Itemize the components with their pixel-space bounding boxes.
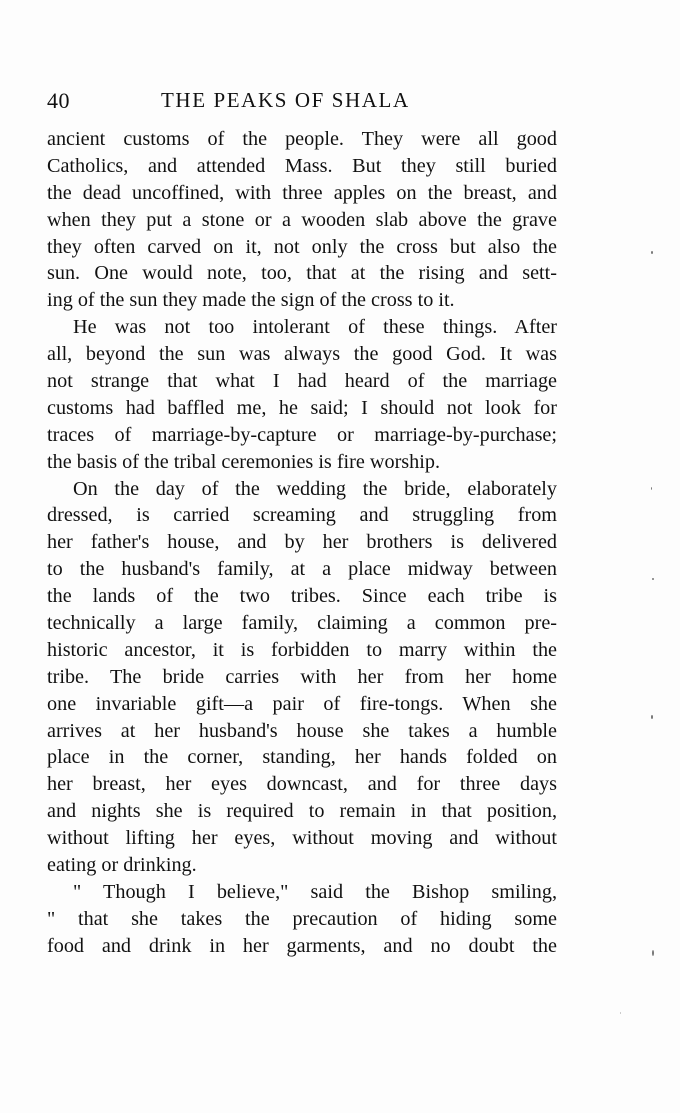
text-line: and nights she is required to remain in that position, [47,800,557,823]
paragraph-2 [47,314,557,475]
text-line: arrives at her husband's house she takes a humble [47,719,557,742]
text-line: the basis of the tribal ceremonies is fire worship. [47,450,440,473]
paragraph-3 [47,476,557,879]
scan-speck [651,715,653,719]
text-line: without lifting her eyes, without moving and without [47,827,557,850]
text-line: the lands of the two tribes. Since each tribe is [47,585,557,608]
paragraph-4 [47,879,557,960]
text-line: place in the corner, standing, her hands folded on [47,746,557,769]
text-line: her breast, her eyes downcast, and for three days [47,773,557,796]
text-line: food and drink in her garments, and no doubt the [47,934,557,957]
scan-speck [652,578,654,580]
scan-speck [651,487,652,490]
paragraph-1 [47,126,557,314]
scan-speck [652,950,654,956]
text-line: traces of marriage-by-capture or marriage-by-purchase; [47,423,557,446]
text-line: technically a large family, claiming a common pre- [47,612,557,635]
text-line: Catholics, and attended Mass. But they still buried [47,154,557,177]
text-line: " that she takes the precaution of hiding some [47,907,557,930]
text-line: not strange that what I had heard of the marriage [47,370,557,393]
text-line: " Though I believe," said the Bishop smiling, [73,880,557,903]
running-title: THE PEAKS OF SHALA [161,88,410,112]
text-line: He was not too intolerant of these things. After [73,316,557,339]
text-line: ancient customs of the people. They were all good [47,128,557,150]
text-line: tribe. The bride carries with her from her home [47,665,557,688]
text-line: historic ancestor, it is forbidden to marry within the [47,638,557,661]
text-line: dressed, is carried screaming and struggling from [47,504,557,527]
text-line: all, beyond the sun was always the good God. It was [47,343,557,366]
text-line: ing of the sun they made the sign of the cross to it. [47,289,455,312]
scan-speck [651,251,653,254]
page-number: 40 [47,88,70,113]
page-header [47,88,567,118]
text-line: they often carved on it, not only the cross but also the [47,235,557,258]
text-line: the dead uncoffined, with three apples on the breast, and [47,181,557,204]
text-line: eating or drinking. [47,854,197,877]
text-line: her father's house, and by her brothers is delivered [47,531,557,554]
body-text [47,126,557,960]
text-line: sun. One would note, too, that at the rising and sett- [47,262,557,285]
scan-speck [620,1012,621,1014]
text-line: to the husband's family, at a place midway between [47,558,557,581]
text-line: when they put a stone or a wooden slab above the grave [47,208,557,231]
text-line: On the day of the wedding the bride, elaborately [73,477,557,500]
text-line: one invariable gift—a pair of fire-tongs. When she [47,692,557,715]
text-line: customs had baffled me, he said; I should not look for [47,396,557,419]
